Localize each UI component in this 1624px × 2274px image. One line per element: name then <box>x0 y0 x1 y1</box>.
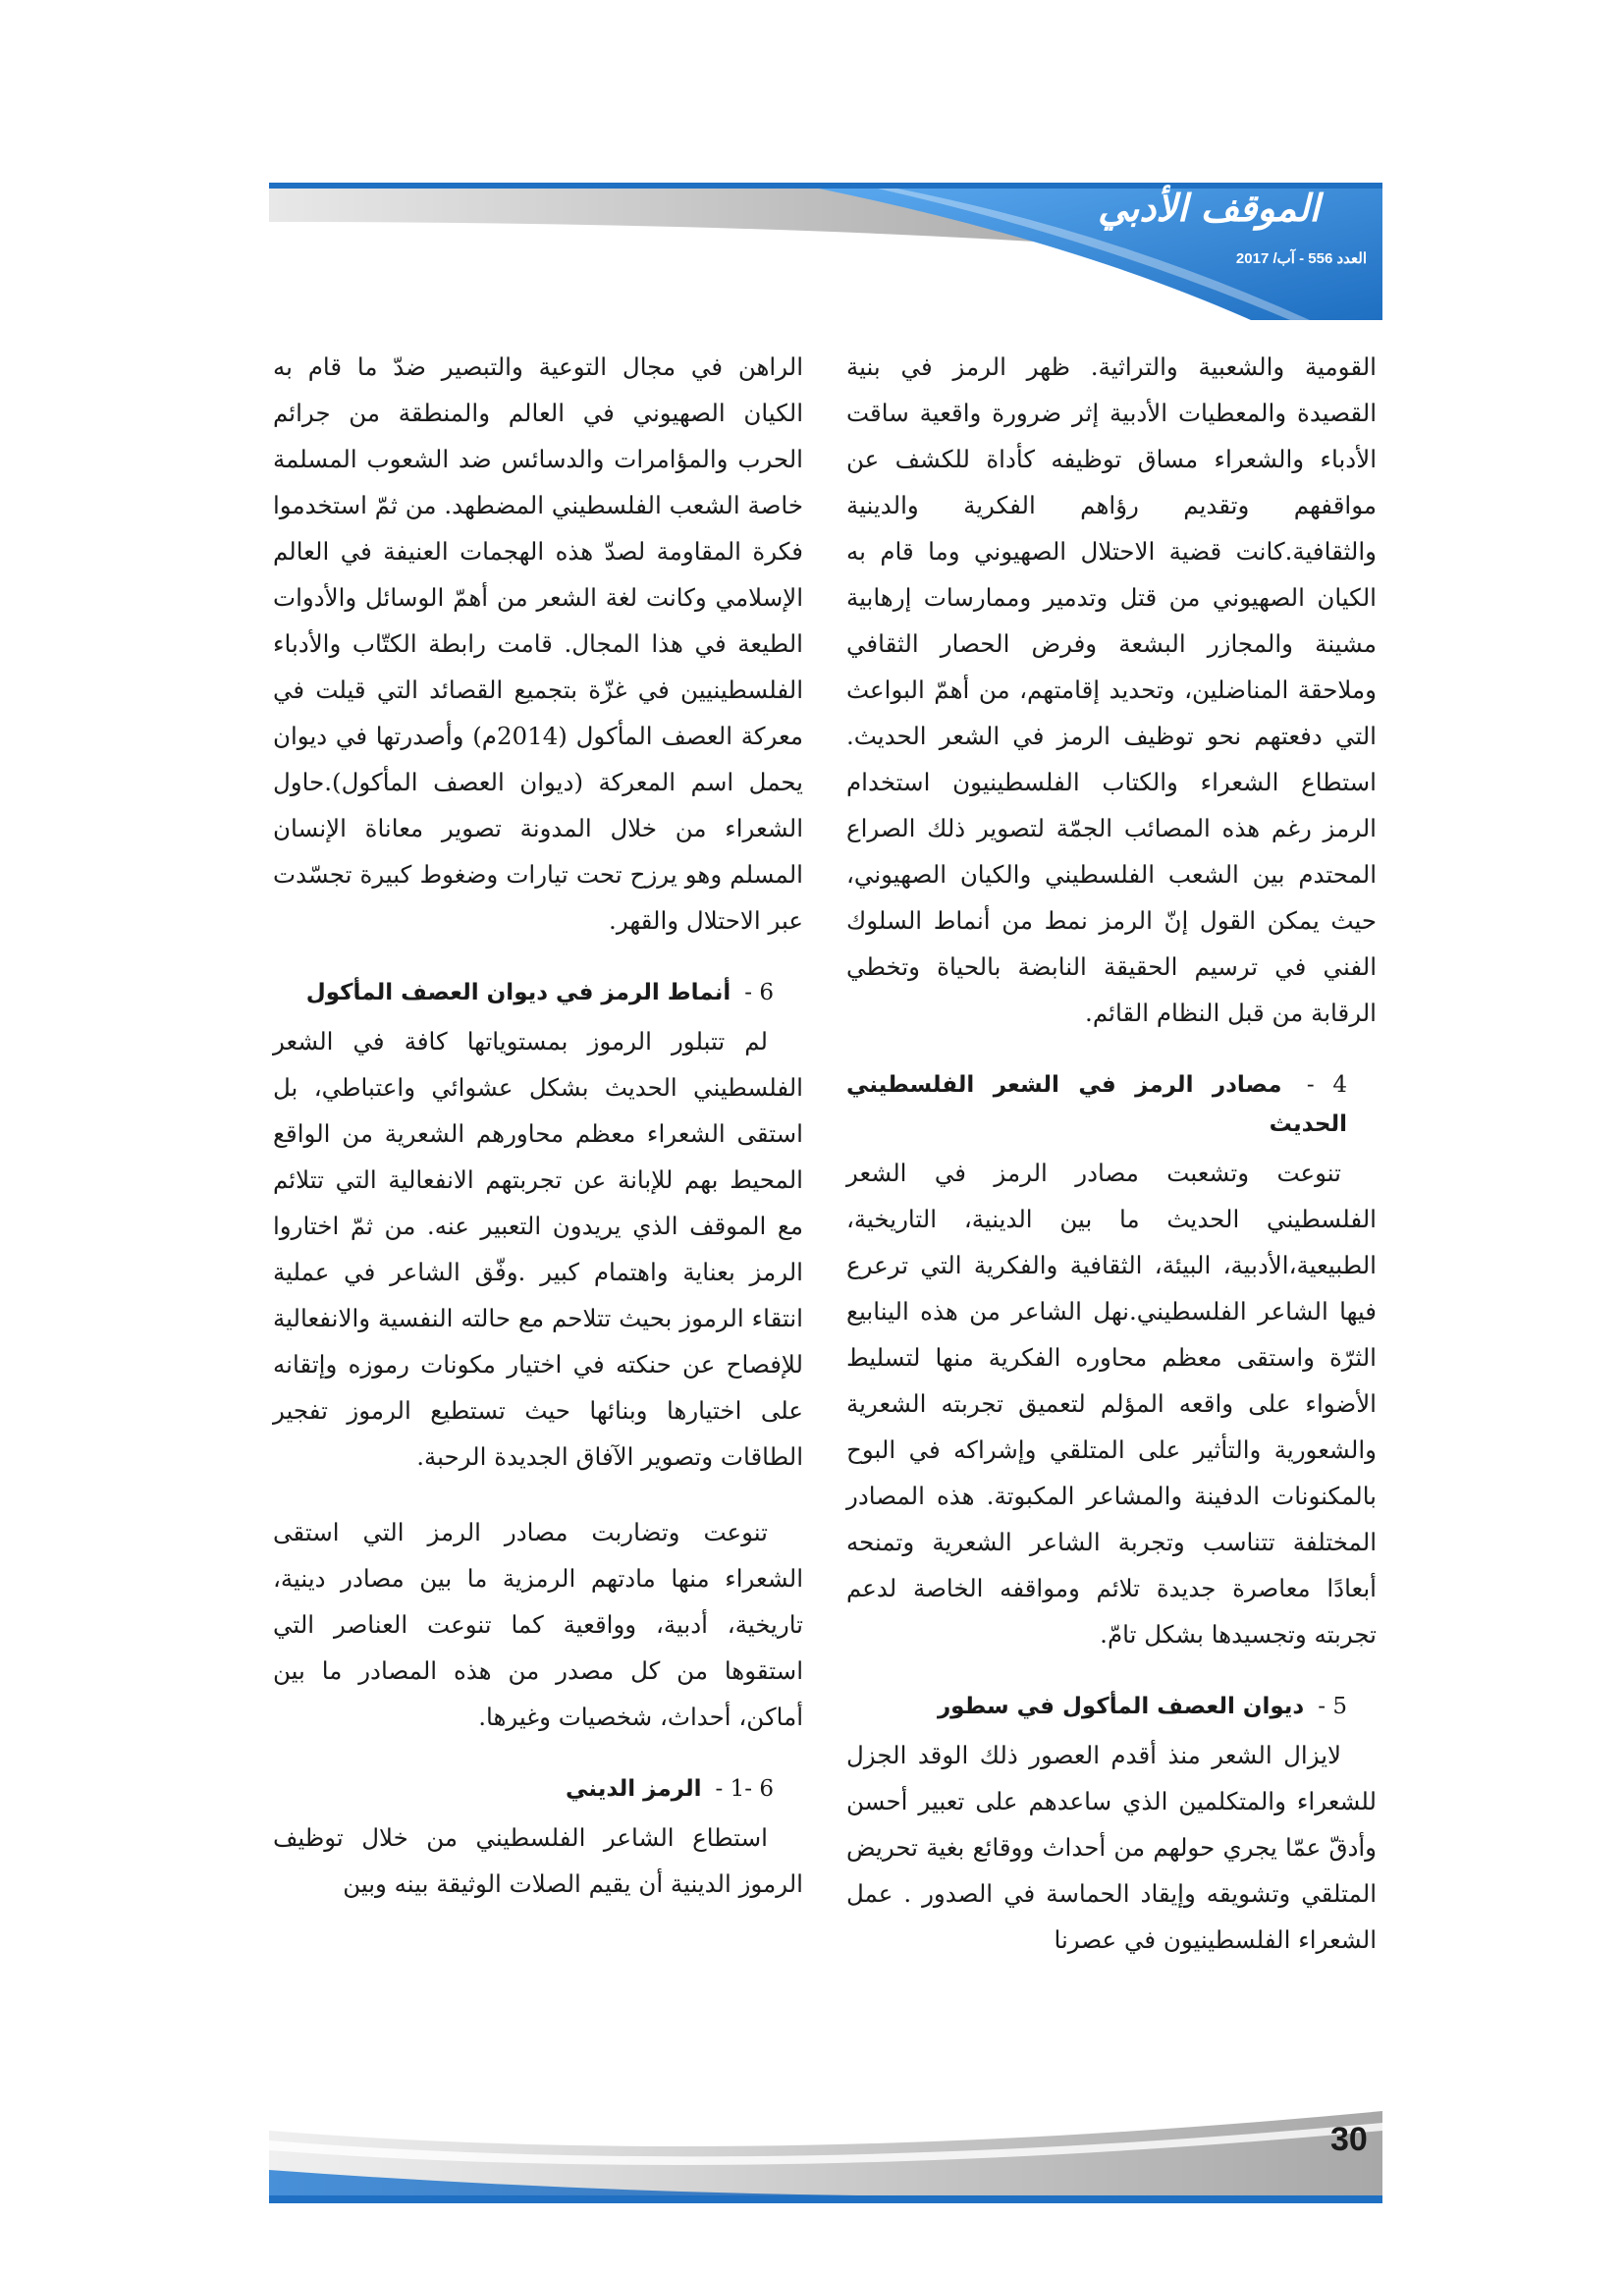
left-column <box>273 344 803 1936</box>
page-number: 30 <box>1330 2121 1368 2158</box>
footer-band <box>269 2101 1382 2203</box>
section-number: 4 - <box>1306 1072 1347 1098</box>
paragraph: استطاع الشاعر الفلسطيني من خلال توظيف الرموز الدينية أن يقيم الصلات الوثيقة بينه وبين <box>273 1823 803 1898</box>
right-column <box>846 344 1377 1992</box>
section-title: ديوان العصف المأكول في سطور <box>937 1694 1305 1719</box>
section-title: الرمز الديني <box>566 1776 702 1802</box>
paragraph: تنوعت وتشعبت مصادر الرمز في الشعر الفلسطيني الحديث ما بين الدينية، التاريخية، الطبيعية،الأدبية، البيئة، الثقافية والفكرية التي ترعرع فيها الشاعر الفلسطيني.نهل الشاعر من هذه الينابيع الثرّة واستقى معظم محاوره الفكرية منها لتسليط الأضواء على واقعه المؤلم لتعميق تجربته الشعرية والشعورية والتأثير على المتلقي وإشراكه في البوح بالمكنونات الدفينة والمشاعر المكبوتة. هذه المصادر المختلفة تتناسب وتجربة الشاعر الشعرية وتمنحه أبعادًا معاصرة جديدة تلائم ومواقفه الخاصة لدعم تجربته وتجسيدها بشكل تامّ. <box>846 1159 1377 1649</box>
section-heading-5 <box>846 1687 1347 1726</box>
paragraph: القومية والشعبية والتراثية. ظهر الرمز في بنية القصيدة والمعطيات الأدبية إثر ضرورة واقعية ساقت الأدباء والشعراء مساق توظيفه كأداة للكشف عن مواقفهم وتقديم رؤاهم الفكرية والدينية والثقافية.كانت قضية الاحتلال الصهيوني وما قام به الكيان الصهيوني من قتل وتدمير وممارسات إرهابية مشينة والمجازر البشعة وفرض الحصار الثقافي وملاحقة المناضلين، وتحديد إقامتهم، من أهمّ البواعث التي دفعتهم نحو توظيف الرمز في الشعر الحديث. استطاع الشعراء والكتاب الفلسطينيون استخدام الرمز رغم هذه المصائب الجمّة لتصوير ذلك الصراع المحتدم بين الشعب الفلسطيني والكيان الصهيوني، حيث يمكن القول إنّ الرمز نمط من أنماط السلوك الفني في ترسيم الحقيقة النابضة بالحياة وتخطي الرقابة من قبل النظام القائم. <box>846 352 1377 1027</box>
magazine-logo: الموقف الأدبي <box>1098 187 1320 230</box>
section-heading-4 <box>846 1065 1347 1144</box>
paragraph: تنوعت وتضاربت مصادر الرمز التي استقى الشعراء منها مادتهم الرمزية ما بين مصادر دينية، تاريخية، أدبية، وواقعية كما تنوعت العناصر التي استقوها من كل مصدر من هذه المصادر ما بين أماكن، أحداث، شخصيات وغيرها. <box>273 1518 803 1731</box>
paragraph: الراهن في مجال التوعية والتبصير ضدّ ما قام به الكيان الصهيوني في العالم والمنطقة من جرائم الحرب والمؤامرات والدسائس ضد الشعوب المسلمة خاصة الشعب الفلسطيني المضطهد. من ثمّ استخدموا فكرة المقاومة لصدّ هذه الهجمات العنيفة في العالم الإسلامي وكانت لغة الشعر من أهمّ الوسائل والأدوات الطيعة في هذا المجال. قامت رابطة الكتّاب والأدباء الفلسطينيين في غزّة بتجميع القصائد التي قيلت في معركة العصف المأكول (2014م) وأصدرتها في ديوان يحمل اسم المعركة (ديوان العصف المأكول).حاول الشعراء من خلال المدونة تصوير معاناة الإنسان المسلم وهو يرزح تحت تيارات وضغوط كبيرة تجسّدت عبر الاحتلال والقهر. <box>273 352 804 935</box>
section-number: 6 -1 - <box>715 1776 774 1802</box>
section-number: 6 - <box>744 980 774 1005</box>
section-title: مصادر الرمز في الشعر الفلسطيني الحديث <box>846 1072 1347 1137</box>
issue-line: العدد 556 - آب/ 2017 <box>1235 250 1367 267</box>
paragraph: لم تتبلور الرموز بمستوياتها كافة في الشعر الفلسطيني الحديث بشكل عشوائي واعتباطي، بل استقى الشعراء معظم محاورهم الشعرية من الواقع المحيط بهم للإبانة عن تجربتهم الانفعالية التي تتلائم مع الموقف الذي يريدون التعبير عنه. من ثمّ اختاروا الرمز بعناية واهتمام كبير .وفّق الشاعر في عملية انتقاء الرموز بحيث تتلاحم مع حالته النفسية والانفعالية للإفصاح عن حنكته في اختيار مكونات رموزه وإتقانه على اختيارها وبنائها حيث تستطيع الرموز تفجير الطاقات وتصوير الآفاق الجديدة الرحبة. <box>273 1027 803 1471</box>
section-heading-6-1 <box>273 1769 774 1809</box>
footer-wave-graphic <box>269 2101 1382 2203</box>
section-title: أنماط الرمز في ديوان العصف المأكول <box>305 980 731 1005</box>
section-number: 5 - <box>1318 1694 1347 1719</box>
paragraph: لايزال الشعر منذ أقدم العصور ذلك الوقد الجزل للشعراء والمتكلمين الذي ساعدهم على تعبير أحسن وأدقّ عمّا يجري حولهم من أحداث ووقائع بغية تحريض المتلقي وتشويقه وإيقاد الحماسة في الصدور . عمل الشعراء الفلسطينيون في عصرنا <box>846 1741 1377 1954</box>
section-heading-6 <box>273 973 774 1012</box>
